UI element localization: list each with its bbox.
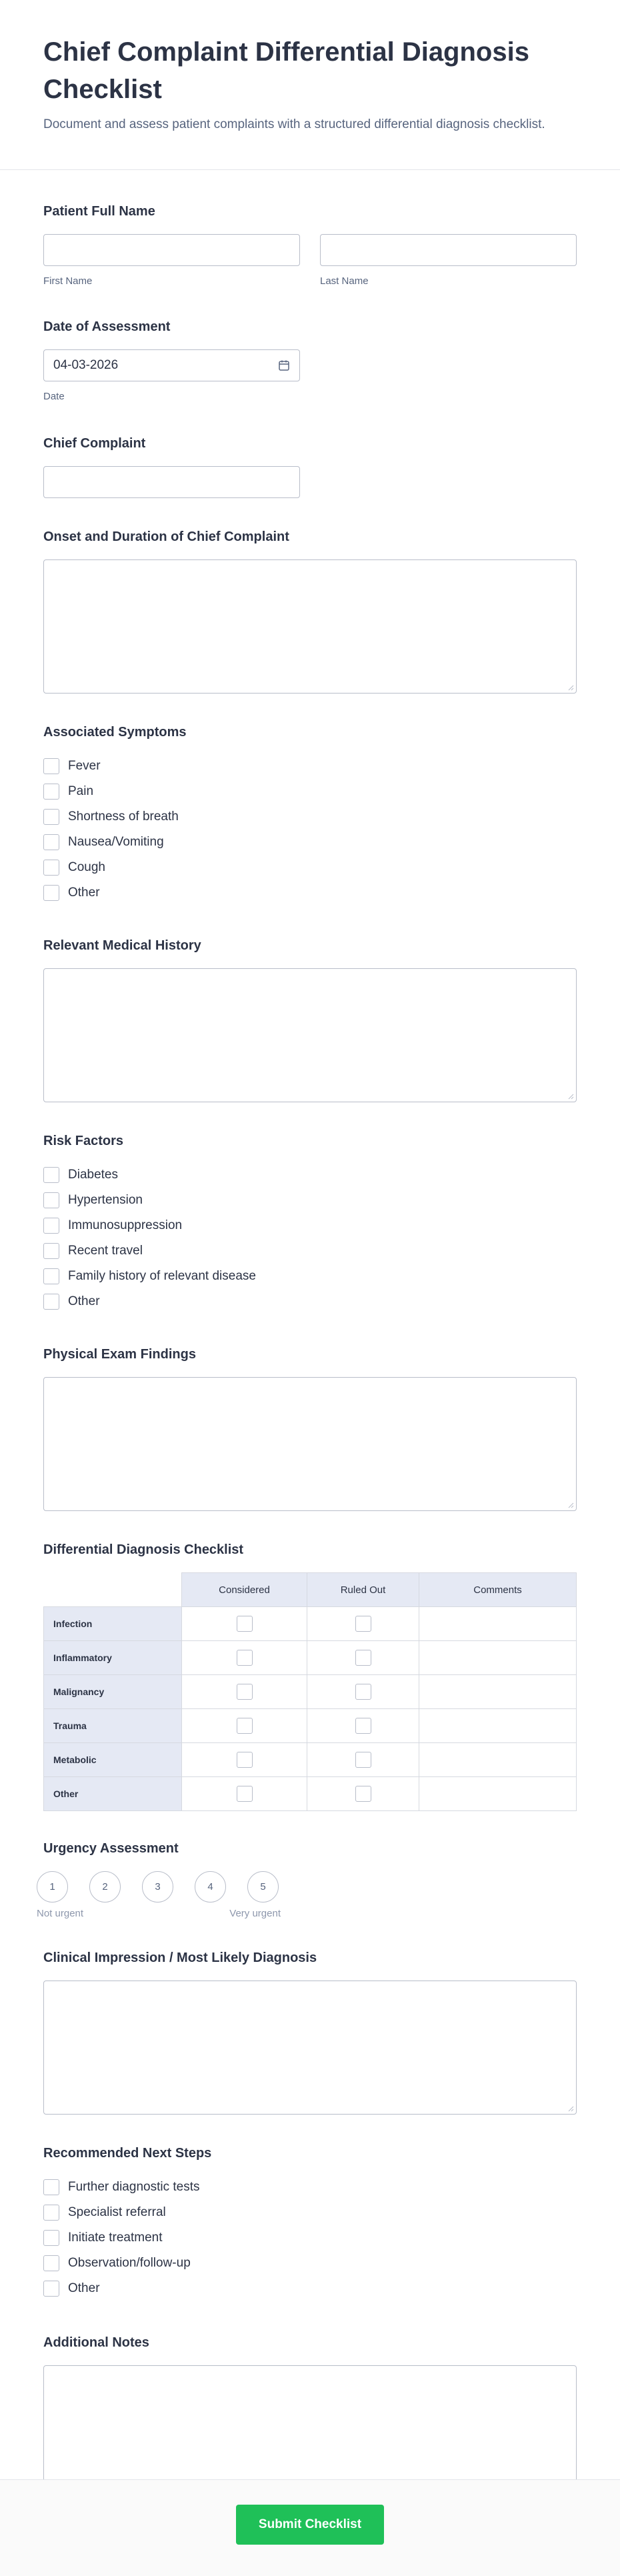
resize-handle-icon[interactable] [567,684,574,691]
impression-label: Clinical Impression / Most Likely Diagnosis [43,1951,317,1965]
chief-complaint-input[interactable] [43,466,300,498]
matrix-column-header: Ruled Out [307,1573,419,1607]
checkbox[interactable] [43,1294,59,1310]
matrix-row-header: Metabolic [44,1743,182,1777]
next-step-option[interactable] [43,2175,577,2200]
next-step-option[interactable] [43,2225,577,2251]
checkbox[interactable] [237,1616,253,1632]
matrix-column-header: Comments [419,1573,577,1607]
risk-factors-section [43,1133,577,1314]
matrix-row [44,1607,577,1641]
symptom-option[interactable] [43,880,577,906]
next-steps-list [43,2175,577,2301]
checkbox[interactable] [237,1718,253,1734]
page-subtitle: Document and assess patient complaints with a structured differential diagnosis checklist. [43,117,545,131]
option-label: Family history of relevant disease [68,1269,256,1283]
symptom-option[interactable] [43,830,577,855]
risk-factor-option[interactable] [43,1238,577,1264]
matrix-cell-ruled-out[interactable] [307,1607,419,1641]
form-body [0,203,620,2499]
matrix-row [44,1777,577,1811]
medical-history-label: Relevant Medical History [43,938,201,953]
checkbox[interactable] [43,2230,59,2246]
matrix-row [44,1709,577,1743]
form-footer [0,2479,620,2576]
urgency-section [37,1840,577,1919]
urgency-scale [37,1871,577,1902]
matrix-cell-comments[interactable] [419,1709,577,1743]
urgency-label: Urgency Assessment [43,1841,179,1856]
option-label: Other [68,1294,100,1308]
last-name-sublabel: Last Name [320,275,369,287]
resize-handle-icon[interactable] [567,1093,574,1100]
symptoms-list [43,754,577,906]
onset-label: Onset and Duration of Chief Complaint [43,529,289,544]
option-label: Hypertension [68,1193,143,1207]
last-name-col [320,234,577,287]
calendar-icon[interactable] [278,359,290,371]
symptoms-label: Associated Symptoms [43,725,187,740]
matrix-corner [44,1573,182,1607]
checkbox[interactable] [43,1192,59,1208]
risk-factor-option[interactable] [43,1289,577,1314]
notes-label: Additional Notes [43,2335,149,2350]
symptom-option[interactable] [43,754,577,779]
matrix-cell-ruled-out[interactable] [307,1675,419,1709]
option-label: Shortness of breath [68,810,179,824]
date-section [43,319,577,402]
matrix-cell-considered[interactable] [182,1607,307,1641]
checkbox[interactable] [355,1786,371,1802]
checkbox[interactable] [43,2205,59,2221]
checkbox[interactable] [355,1616,371,1632]
option-label: Other [68,886,100,900]
checkbox[interactable] [43,885,59,901]
matrix-cell-considered[interactable] [182,1777,307,1811]
option-label: Fever [68,759,101,773]
risk-factor-option[interactable] [43,1162,577,1188]
urgency-scale-labels [37,1908,281,1919]
risk-factors-list [43,1162,577,1314]
option-label: Pain [68,784,94,798]
matrix-row-header: Trauma [44,1709,182,1743]
first-name-col [43,234,300,287]
checkbox[interactable] [43,1243,59,1259]
matrix-cell-comments[interactable] [419,1641,577,1675]
checkbox[interactable] [43,1167,59,1183]
matrix-row-header: Other [44,1777,182,1811]
scale-option[interactable]: 5 [247,1871,279,1902]
scale-min-label: Not urgent [37,1908,84,1919]
patient-name-label: Patient Full Name [43,204,155,219]
checkbox[interactable] [43,809,59,825]
matrix-row-header: Malignancy [44,1675,182,1709]
checkbox[interactable] [43,860,59,876]
checkbox[interactable] [43,1268,59,1284]
ddx-section [43,1542,577,1811]
notes-section [43,2335,577,2499]
impression-textarea[interactable] [43,1981,577,2115]
matrix-cell-comments[interactable] [419,1607,577,1641]
checkbox[interactable] [237,1786,253,1802]
matrix-cell-considered[interactable] [182,1709,307,1743]
option-label: Other [68,2281,100,2295]
next-step-option[interactable] [43,2251,577,2276]
checkbox[interactable] [237,1684,253,1700]
next-step-option[interactable] [43,2200,577,2225]
checkbox[interactable] [43,2281,59,2297]
option-label: Cough [68,860,105,874]
symptom-option[interactable] [43,804,577,830]
patient-name-section [43,203,577,287]
scale-max-label: Very urgent [229,1908,281,1919]
matrix-row [44,1675,577,1709]
risk-factor-option[interactable] [43,1213,577,1238]
next-step-option[interactable] [43,2276,577,2301]
page-title: Chief Complaint Differential Diagnosis Checklist [43,37,529,104]
onset-textarea[interactable] [43,559,577,694]
checkbox[interactable] [43,2179,59,2195]
option-label: Recent travel [68,1244,143,1258]
checkbox[interactable] [355,1752,371,1768]
option-label: Specialist referral [68,2205,166,2219]
ddx-label: Differential Diagnosis Checklist [43,1542,244,1557]
option-label: Observation/follow-up [68,2256,191,2270]
onset-section [43,529,577,694]
checkbox[interactable] [43,2255,59,2271]
checkbox[interactable] [237,1752,253,1768]
matrix-cell-comments[interactable] [419,1743,577,1777]
checkbox[interactable] [43,1218,59,1234]
checkbox[interactable] [43,784,59,800]
checkbox[interactable] [355,1650,371,1666]
matrix-cell-considered[interactable] [182,1675,307,1709]
resize-handle-icon[interactable] [567,1502,574,1508]
resize-handle-icon[interactable] [567,2105,574,2112]
option-label: Diabetes [68,1168,118,1182]
matrix-cell-considered[interactable] [182,1641,307,1675]
matrix-cell-comments[interactable] [419,1675,577,1709]
medical-history-textarea[interactable] [43,968,577,1102]
symptom-option[interactable] [43,855,577,880]
option-label: Nausea/Vomiting [68,835,164,849]
date-sublabel: Date [43,391,65,402]
matrix-row [44,1641,577,1675]
name-row [43,234,577,287]
ddx-matrix [43,1572,577,1811]
chief-complaint-section [43,435,577,498]
next-steps-section [43,2145,577,2301]
matrix-column-header: Considered [182,1573,307,1607]
form-header [0,0,620,170]
matrix-row-header: Infection [44,1607,182,1641]
checkbox[interactable] [355,1718,371,1734]
date-value: 04-03-2026 [53,358,119,372]
impression-section [43,1950,577,2115]
medical-history-section [43,938,577,1102]
scale-option[interactable]: 4 [195,1871,226,1902]
matrix-header-row [44,1573,577,1607]
exam-section [43,1346,577,1511]
checkbox[interactable] [237,1650,253,1666]
date-label: Date of Assessment [43,319,171,334]
first-name-input[interactable] [43,234,300,266]
matrix-cell-ruled-out[interactable] [307,1709,419,1743]
matrix-cell-comments[interactable] [419,1777,577,1811]
scale-option[interactable]: 1 [37,1871,68,1902]
scale-option[interactable]: 3 [142,1871,173,1902]
option-label: Initiate treatment [68,2231,163,2245]
risk-factor-option[interactable] [43,1264,577,1289]
symptom-option[interactable] [43,779,577,804]
checkbox[interactable] [355,1684,371,1700]
option-label: Further diagnostic tests [68,2180,200,2194]
last-name-input[interactable] [320,234,577,266]
exam-textarea[interactable] [43,1377,577,1511]
chief-complaint-label: Chief Complaint [43,436,146,451]
matrix-row-header: Inflammatory [44,1641,182,1675]
matrix-cell-ruled-out[interactable] [307,1641,419,1675]
matrix-cell-ruled-out[interactable] [307,1777,419,1811]
scale-option[interactable]: 2 [89,1871,121,1902]
option-label: Immunosuppression [68,1218,183,1232]
next-steps-label: Recommended Next Steps [43,2146,212,2161]
first-name-sublabel: First Name [43,275,93,287]
matrix-row [44,1743,577,1777]
submit-button[interactable]: Submit Checklist [236,2505,384,2545]
exam-label: Physical Exam Findings [43,1347,196,1362]
symptoms-section [43,724,577,906]
risk-factors-label: Risk Factors [43,1134,124,1148]
date-input[interactable] [43,349,300,381]
matrix-cell-ruled-out[interactable] [307,1743,419,1777]
checkbox[interactable] [43,758,59,774]
checkbox[interactable] [43,834,59,850]
risk-factor-option[interactable] [43,1188,577,1213]
matrix-cell-considered[interactable] [182,1743,307,1777]
